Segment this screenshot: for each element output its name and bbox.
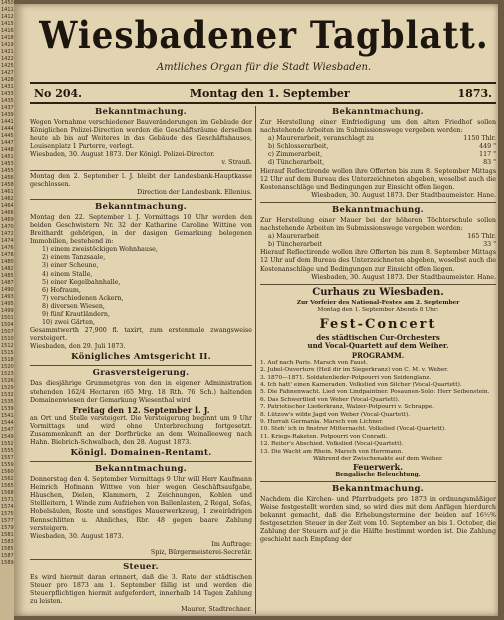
- cost-item: c) Zimmerarbeit,: [268, 151, 323, 159]
- edge-number: 1501: [1, 315, 14, 321]
- edge-number: 1461: [1, 189, 14, 195]
- issue-number: No 204.: [34, 86, 83, 100]
- property-item: 6) Hofraum,: [42, 286, 81, 294]
- divider: [30, 461, 252, 462]
- program-item: 3. 1870—1871. Soldatenlieder-Potpourri von Seidenglanz.: [260, 374, 432, 381]
- dateline: [30, 82, 496, 104]
- edge-number: 1559: [1, 462, 14, 468]
- notice-body: Montag den 22. September l. J. Vormittags 10 Uhr werden den beiden Geschwistern Nr. 32 der Katharine Caroline Wittine von Breithardt gehörigen, in der dasigen Gemarkung belegenen Immobilien, bestehend in:: [30, 213, 252, 246]
- newspaper-page: [14, 4, 498, 616]
- right-column: [260, 106, 496, 545]
- notice-body: Hierauf Reflectirende wollen ihre Offerten bis zum 8. September Mittags 12 Uhr auf dem Bureau des Unterzeichneten abgeben, woselbst auch die Kostenanschläge und Bedingungen zur Einsicht offen liegen.: [260, 167, 496, 191]
- edge-number: 1418: [1, 35, 14, 41]
- notice-body: Donnerstag den 4. September Vormittags 9 Uhr will Herr Kaufmann Heinrich Hofmann Wittwe von hier wegen Geschäftsaufgabe, Häuschen, Dielen, Klammern, 2 Zeichnungen, Kohlen und Stellleitern, 1 Winde zum Aufziehen von Ballenlasten, 2 Regal, Sofas, Hobelsäulen, Roste und sonstiges Mauerwerkzeug, 1 zweirädrigen Rennschlitten u. Ahnliches, Rbr. 48 gegen baare Zahlung versteigern.: [30, 476, 252, 532]
- masthead-title: Wiesbadener Tagblatt.: [39, 14, 489, 58]
- edge-number: 1487: [1, 280, 14, 286]
- notice-signature-name: Spiz, Bürgermeisterei-Secretär.: [150, 548, 252, 556]
- notice-heading: Königliches Amtsgericht II.: [71, 352, 211, 363]
- edge-number: 1458: [1, 182, 14, 188]
- edge-number: 1493: [1, 294, 14, 300]
- edge-number: 1466: [1, 210, 14, 216]
- edge-number: 1422: [1, 56, 14, 62]
- notice-signature: Wiesbaden, 30. August 1873. Der Königl. Polizei-Director.: [30, 151, 215, 159]
- property-item: 2) einem Tanzsaale,: [42, 254, 106, 262]
- cost-item: a) Maurerarbeit, veranschlagt zu: [268, 135, 374, 143]
- edge-number: 1565: [1, 483, 14, 489]
- edge-number: 1453: [1, 161, 14, 167]
- property-item: 3) einer Scheune,: [42, 262, 99, 270]
- cost-amount: 83 ": [483, 159, 496, 167]
- program-item: 1. Auf nach Paris. Marsch von Faust.: [260, 359, 368, 366]
- notice-body: Es wird hiermit daran erinnert, daß die 3. Rate der städtischen Steuer pro 1873 am 1. September fällig ist und werden die Steuerpflichtigen hiermit aufgefordert, innerhalb 14 Tagen Zahlung zu leisten.: [30, 574, 252, 606]
- edge-number: 1444: [1, 126, 14, 132]
- edge-number: 1544: [1, 420, 14, 426]
- cost-item: b) Schlosserarbeit,: [268, 143, 329, 151]
- edge-number: 1541: [1, 413, 14, 419]
- notice-body: Hierauf Reflectirende wollen ihre Offerten bis zum 8. September Mittags 12 Uhr auf dem Bureau des Unterzeichneten abgeben, woselbst auch die Kostenanschläge und Bedingungen zur Einsicht offen liegen.: [260, 249, 496, 273]
- edge-number: 1455: [1, 168, 14, 174]
- notice-heading: Königl. Domainen-Rentamt.: [70, 448, 212, 459]
- notice-date-bold: Freitag den 12. September l. J.: [72, 404, 210, 415]
- concert-time: Montag den 1. September Abends 8 Uhr:: [317, 307, 439, 314]
- edge-number: 1450: [1, 0, 14, 6]
- edge-number: 1428: [1, 77, 14, 83]
- program-item: 7. Patriotischer Liederkranz, Walzer-Potpourri v. Schrappe.: [260, 404, 435, 411]
- edge-number: 1427: [1, 70, 14, 76]
- cost-row: [268, 159, 496, 167]
- concert-occasion: Zur Vorfeier des National-Festes am 2. September: [296, 299, 460, 306]
- notice-signature: Im Auftrage:: [211, 540, 252, 548]
- previous-page-edge: [0, 0, 14, 620]
- edge-number: 1577: [1, 518, 14, 524]
- edge-number: 1469: [1, 217, 14, 223]
- notice-body: Wegen Vornahme verschiedener Bauveränderungen im Gebäude der Königlichen Polizei-Direction werden die Geschäftsräume derselben heute ab bis auf Weiteres in das Gebäude des Geschäftshauses, Louisenplatz 1 Parterre, verlegt.: [30, 119, 252, 151]
- edge-number: 1470: [1, 224, 14, 230]
- concert-heading: Curhaus zu Wiesbaden.: [312, 286, 444, 298]
- edge-number: 1555: [1, 448, 14, 454]
- edge-number: 1451: [1, 154, 14, 160]
- notice-signature: Wiesbaden, 30. August 1873. Der Stadtbaumeister. Hane.: [311, 273, 496, 281]
- property-item: 7) verschiedenen Ackern,: [42, 294, 124, 302]
- notice-date: Wiesbaden, 30. August 1873.: [30, 532, 124, 540]
- edge-number: 1571: [1, 497, 14, 503]
- notice-heading: Bekanntmachung.: [95, 107, 187, 117]
- edge-number: 1472: [1, 231, 14, 237]
- issue-date: Montag den 1. September: [189, 86, 350, 100]
- edge-number: 1437: [1, 105, 14, 111]
- program-note: Während der Zwischenakte auf dem Weiher.: [313, 456, 443, 463]
- divider: [30, 199, 252, 200]
- edge-number: 1520: [1, 364, 14, 370]
- property-list: [42, 246, 252, 327]
- edge-number: 1415: [1, 21, 14, 27]
- edge-number: 1560: [1, 469, 14, 475]
- edge-number: 1416: [1, 28, 14, 34]
- edge-number: 1583: [1, 539, 14, 545]
- edge-number: 1411: [1, 7, 14, 13]
- program-item: 2. Jubel-Ouverture (Heil dir im Siegerkranz) von C. M. v. Weber.: [260, 367, 449, 374]
- edge-number: 1512: [1, 343, 14, 349]
- edge-number: 1523: [1, 371, 14, 377]
- edge-number: 1547: [1, 427, 14, 433]
- notice-heading: Bekanntmachung.: [332, 107, 424, 117]
- edge-number: 1462: [1, 196, 14, 202]
- notice-heading: Bekanntmachung.: [332, 204, 424, 215]
- cost-amount: 165 Thlr.: [467, 233, 496, 241]
- notice-signature: Wiesbaden, 30. August 1873. Der Stadtbaumeister. Hane.: [311, 191, 496, 199]
- program-item: 11. Kriegs-Raketen. Potpourri von Conradi.: [260, 433, 388, 440]
- edge-number: 1535: [1, 399, 14, 405]
- cost-row: [268, 143, 496, 151]
- divider: [30, 365, 252, 366]
- notice-body: Montag den 2. September l. J. bleibt der Landesbank-Hauptkasse geschlossen.: [30, 172, 252, 188]
- program-item: 13. Die Wacht am Rhein. Marsch von Herrmann.: [260, 448, 404, 455]
- edge-number: 1482: [1, 266, 14, 272]
- cost-list: [268, 135, 496, 167]
- program-item: 4. Ich hatt' einen Kameraden. Volkslied von Silcher (Vocal-Quartett).: [260, 382, 462, 388]
- edge-number: 1490: [1, 287, 14, 293]
- notice-body: Nachdem die Kirchen- und Pfarrbudgets pro 1873 in ordnungsmäßiger Weise festgestellt worden sind, so wird dies mit dem Anfügen hierdurch bekannt gemacht, daß die Erhebungstermine der beiden auf 16½% festgesetzten Steuer in der Zeit vom 10. September an bis 1. October, die Zahlung der Steuern auf je die Hälfte bestimmt worden ist. Die Zahlung geschieht nach Empfang der: [260, 495, 496, 544]
- property-item: 5) einer Kegelbahnhalle,: [42, 278, 121, 286]
- edge-number: 1431: [1, 84, 14, 90]
- divider: [30, 170, 252, 171]
- edge-number: 1581: [1, 532, 14, 538]
- property-item: 1) einem zweistöckigen Wohnhause,: [42, 246, 158, 254]
- masthead-subtitle: Amtliches Organ für die Stadt Wiesbaden.: [156, 62, 372, 73]
- edge-number: 1445: [1, 133, 14, 139]
- cost-amount: 117 ": [479, 151, 496, 159]
- property-item: 10) zwei Gärten,: [42, 319, 96, 327]
- cost-amount: 449 ": [479, 143, 496, 151]
- divider: [260, 284, 496, 285]
- divider: [260, 481, 496, 482]
- edge-number: 1448: [1, 147, 14, 153]
- cost-item: b) Tüncherarbeit: [268, 241, 323, 249]
- program-item: 6. Das Schwertlied von Weber (Vocal-Quartett).: [260, 396, 400, 403]
- edge-number: 1515: [1, 350, 14, 356]
- cost-item: d) Tüncherarbeit,: [268, 159, 325, 167]
- cost-row: [268, 241, 496, 249]
- notice-body: Gesammtwerth 27,900 fl. taxirt, zum erstenmale zwangsweise versteigert.: [30, 327, 252, 343]
- notice-date: Wiesbaden, den 29. Juli 1873.: [30, 343, 126, 351]
- edge-number: 1568: [1, 490, 14, 496]
- divider: [260, 202, 496, 203]
- property-item: 4) einem Stalle,: [42, 270, 93, 278]
- program-heading: PROGRAMM.: [351, 350, 405, 360]
- edge-number: 1421: [1, 49, 14, 55]
- cost-amount: 1150 Thlr.: [463, 135, 496, 143]
- edge-number: 1419: [1, 42, 14, 48]
- edge-number: 1526: [1, 378, 14, 384]
- edge-number: 1476: [1, 245, 14, 251]
- concert-title: Fest-Concert: [319, 316, 437, 332]
- edge-number: 1575: [1, 511, 14, 517]
- cost-row: [268, 135, 496, 143]
- divider: [30, 559, 252, 560]
- cost-row: [268, 151, 496, 159]
- program-item: 5. Die Fahnenwacht. Lied von Lindpaintner. Posaunen-Solo: Herr Seibenstein.: [260, 389, 490, 396]
- edge-number: 1529: [1, 385, 14, 391]
- edge-number: 1504: [1, 322, 14, 328]
- notice-body: Das diesjährige Grummetgras von den in eigener Administration stehenden 162/4 Hectaren (65 Mrg. 18 Rth. 76 Sch.) haltenden Domainenwiesen der Gemarkung Wiesenthal wird: [30, 380, 252, 404]
- edge-number: 1557: [1, 455, 14, 461]
- edge-number: 1435: [1, 98, 14, 104]
- notice-heading: Bekanntmachung.: [332, 483, 424, 494]
- cost-list: [268, 233, 496, 249]
- edge-number: 1433: [1, 91, 14, 97]
- edge-number: 1574: [1, 504, 14, 510]
- property-item: 9) fünf Krautländern,: [42, 310, 110, 318]
- edge-number: 1532: [1, 392, 14, 398]
- edge-number: 1562: [1, 476, 14, 482]
- concert-performers: des städtischen Cur-Orchesters: [316, 332, 440, 342]
- edge-number: 1412: [1, 14, 14, 20]
- program-item: 10. Steh' ich in finstrer Mitternacht. Volkslied (Vocal-Quartett).: [260, 426, 446, 433]
- edge-number: 1589: [1, 560, 14, 566]
- edge-number: 1456: [1, 175, 14, 181]
- edge-number: 1425: [1, 63, 14, 69]
- edge-number: 1441: [1, 119, 14, 125]
- cost-row: [268, 233, 496, 241]
- concert-performers-2: und Vocal-Quartett auf dem Weiher.: [307, 340, 449, 350]
- notice-signature: Direction der Landesbank. Ellenius.: [137, 188, 252, 196]
- fireworks-heading: Feuerwerk.: [353, 462, 403, 473]
- edge-number: 1579: [1, 525, 14, 531]
- program-item: 9. Hurrah Germania. Marsch von Lichner.: [260, 419, 384, 426]
- edge-number: 1474: [1, 238, 14, 244]
- edge-number: 1510: [1, 336, 14, 342]
- notice-heading: Grasversteigerung.: [92, 368, 190, 379]
- column-divider: [255, 106, 256, 614]
- notice-body: Zur Herstellung einer Einfriedigung um den alten Friedhof sollen nachstehende Arbeiten im Submissionswege vergeben werden:: [260, 119, 496, 135]
- notice-signature-name: Maurer, Stadtrechner.: [181, 606, 252, 614]
- edge-number: 1447: [1, 140, 14, 146]
- edge-number: 1480: [1, 259, 14, 265]
- edge-number: 1585: [1, 546, 14, 552]
- edge-number: 1499: [1, 308, 14, 314]
- notice-heading: Bekanntmachung.: [95, 464, 187, 475]
- notice-heading: Bekanntmachung.: [95, 201, 187, 212]
- notice-body: Zur Herstellung einer Mauer bei der höheren Töchterschule sollen nachstehende Arbeiten im Submissionswege vergeben werden:: [260, 216, 496, 233]
- edge-number: 1552: [1, 441, 14, 447]
- edge-number: 1478: [1, 252, 14, 258]
- edge-number: 1507: [1, 329, 14, 335]
- left-column: [30, 106, 252, 615]
- program-item: 8. Lützow's wilde Jagd von Weber (Vocal-Quartett).: [260, 411, 411, 418]
- edge-number: 1549: [1, 434, 14, 440]
- edge-number: 1518: [1, 357, 14, 363]
- edge-number: 1485: [1, 273, 14, 279]
- edge-number: 1539: [1, 406, 14, 412]
- property-item: 8) diversen Wiesen,: [42, 302, 105, 310]
- program-list: [260, 360, 496, 456]
- edge-number: 1439: [1, 112, 14, 118]
- edge-number: 1464: [1, 203, 14, 209]
- edge-number: 1587: [1, 553, 14, 559]
- cost-item: a) Maurerarbeit: [268, 233, 320, 241]
- issue-year: 1873.: [457, 86, 492, 100]
- notice-body: an Ort und Stelle versteigert. Die Versteigerung beginnt um 9 Uhr Vormittags und wird ohne Unterbrechung fortgesetzt. Zusammenkunft an der Dorfbrücke an dem Weinalleeweg nach Hahn. Biebrich-Schwalbach, den 28. August 1873.: [30, 414, 252, 446]
- illumination-text: Bengalische Beleuchtung.: [335, 471, 421, 478]
- edge-number: 1495: [1, 301, 14, 307]
- notice-heading: Steuer.: [123, 562, 159, 573]
- notice-signature-name: v. Strauß.: [221, 159, 252, 167]
- program-item: 12. Reiter's Abschied. Volkslied (Vocal-Quartett).: [260, 441, 404, 448]
- cost-amount: 33 ": [483, 241, 496, 249]
